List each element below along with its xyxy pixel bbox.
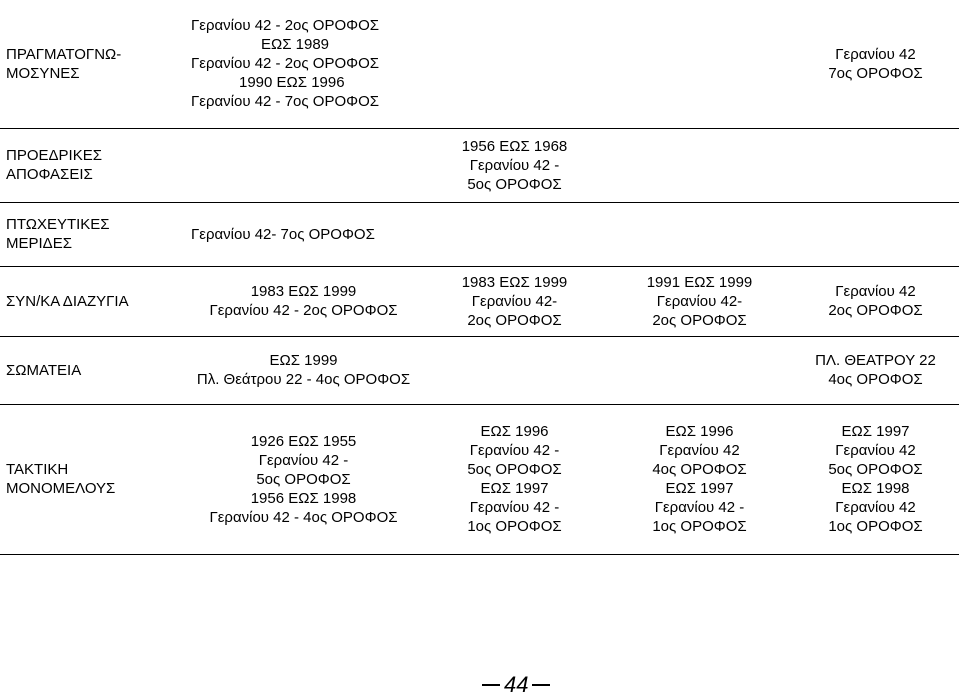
court-cell	[185, 128, 422, 202]
court-cell: Γερανίου 42 - 2ος ΟΡΟΦΟΣ ΕΩΣ 1989 Γερανίου 42 - 2ος ΟΡΟΦΟΣ 1990 ΕΩΣ 1996 Γερανίου 42 - 7ος ΟΡΟΦΟΣ	[185, 0, 422, 128]
court-cell	[792, 202, 959, 266]
court-cell	[607, 0, 792, 128]
court-cell: 1991 ΕΩΣ 1999 Γερανίου 42- 2ος ΟΡΟΦΟΣ	[607, 266, 792, 336]
table-row-ptoxeftikes	[0, 202, 959, 266]
table-row-proedrikes	[0, 128, 959, 202]
court-cell: 1926 ΕΩΣ 1955 Γερανίου 42 - 5ος ΟΡΟΦΟΣ 1956 ΕΩΣ 1998 Γερανίου 42 - 4ος ΟΡΟΦΟΣ	[185, 404, 422, 554]
court-cell: ΕΩΣ 1997 Γερανίου 42 5ος ΟΡΟΦΟΣ ΕΩΣ 1998 Γερανίου 42 1ος ΟΡΟΦΟΣ	[792, 404, 959, 554]
court-cell: Γερανίου 42 2ος ΟΡΟΦΟΣ	[792, 266, 959, 336]
court-cell	[792, 128, 959, 202]
row-category: ΠΡΟΕΔΡΙΚΕΣ ΑΠΟΦΑΣΕΙΣ	[0, 128, 185, 202]
court-cell	[422, 0, 607, 128]
court-cell: ΕΩΣ 1996 Γερανίου 42 4ος ΟΡΟΦΟΣ ΕΩΣ 1997 Γερανίου 42 - 1ος ΟΡΟΦΟΣ	[607, 404, 792, 554]
row-category: ΤΑΚΤΙΚΗ ΜΟΝΟΜΕΛΟΥΣ	[0, 404, 185, 554]
table-row-pragmatognomosynes	[0, 0, 959, 128]
row-category: ΣΥΝ/ΚΑ ΔΙΑΖΥΓΙΑ	[0, 266, 185, 336]
table-row-somateia	[0, 336, 959, 404]
court-cell: 1983 ΕΩΣ 1999 Γερανίου 42- 2ος ΟΡΟΦΟΣ	[422, 266, 607, 336]
court-cell: Γερανίου 42- 7ος ΟΡΟΦΟΣ	[185, 202, 422, 266]
court-cell	[607, 128, 792, 202]
court-cell: Γερανίου 42 7ος ΟΡΟΦΟΣ	[792, 0, 959, 128]
page-number	[478, 672, 554, 698]
table-row-taktiki-monomelous	[0, 404, 959, 554]
court-cell	[607, 202, 792, 266]
page-number-dash-right	[532, 684, 550, 686]
court-cell: ΕΩΣ 1999 Πλ. Θεάτρου 22 - 4ος ΟΡΟΦΟΣ	[185, 336, 422, 404]
court-cell	[422, 336, 607, 404]
row-category: ΠΡΑΓΜΑΤΟΓΝΩ- ΜΟΣΥΝΕΣ	[0, 0, 185, 128]
court-cell: ΠΛ. ΘΕΑΤΡΟΥ 22 4ος ΟΡΟΦΟΣ	[792, 336, 959, 404]
page-number-value: 44	[504, 672, 529, 697]
court-cell: 1983 ΕΩΣ 1999 Γερανίου 42 - 2ος ΟΡΟΦΟΣ	[185, 266, 422, 336]
court-cell: 1956 ΕΩΣ 1968 Γερανίου 42 - 5ος ΟΡΟΦΟΣ	[422, 128, 607, 202]
page-number-dash-left	[482, 684, 500, 686]
court-cell	[607, 336, 792, 404]
row-category: ΣΩΜΑΤΕΙΑ	[0, 336, 185, 404]
row-category: ΠΤΩΧΕΥΤΙΚΕΣ ΜΕΡΙΔΕΣ	[0, 202, 185, 266]
court-cell: ΕΩΣ 1996 Γερανίου 42 - 5ος ΟΡΟΦΟΣ ΕΩΣ 1997 Γερανίου 42 - 1ος ΟΡΟΦΟΣ	[422, 404, 607, 554]
table-row-synaineta-diazygia	[0, 266, 959, 336]
court-cell	[422, 202, 607, 266]
